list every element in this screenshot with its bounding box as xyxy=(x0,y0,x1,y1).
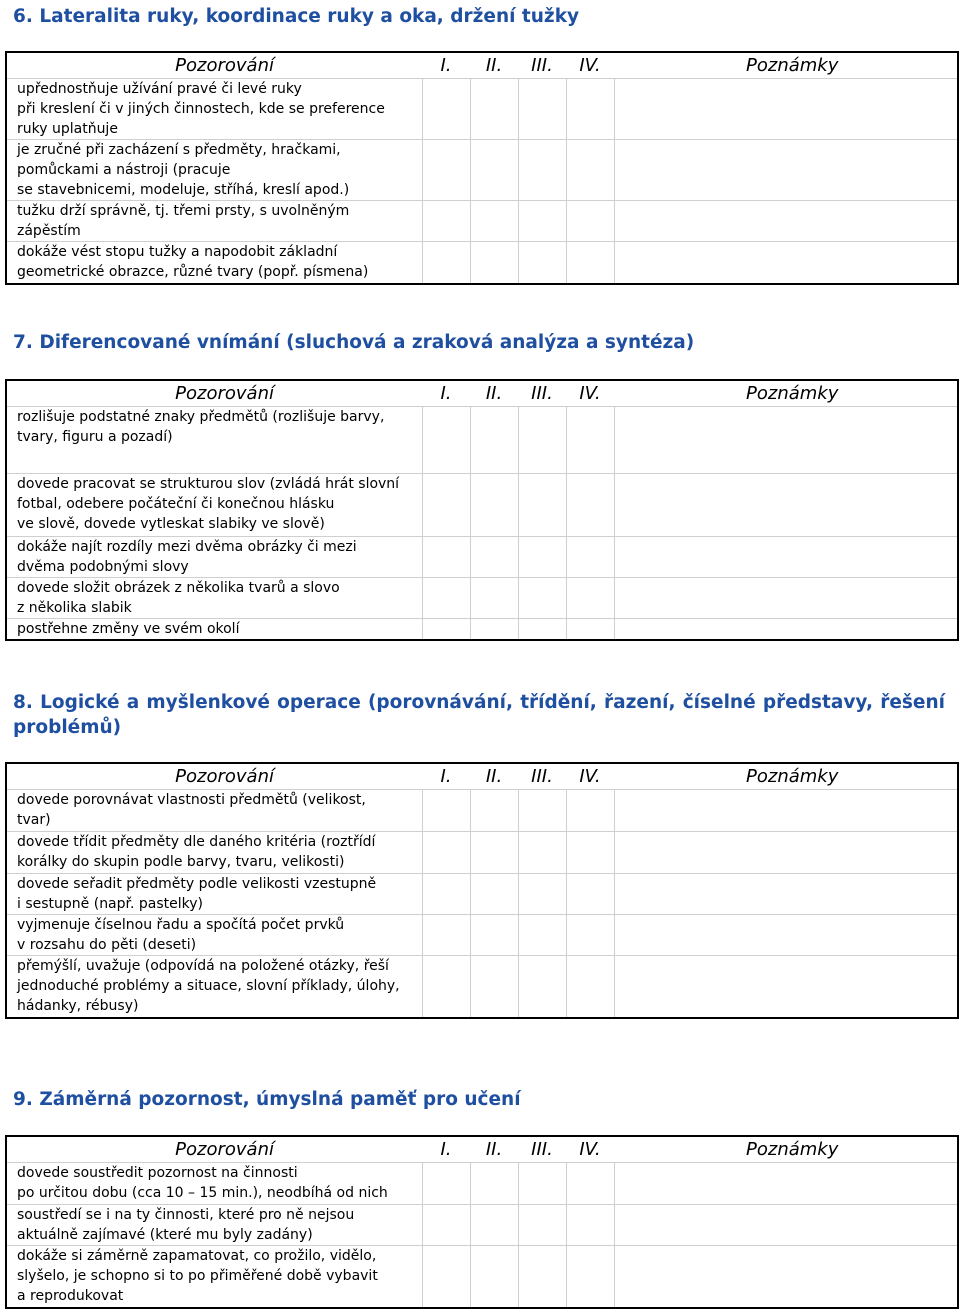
criterion-text: dokáže vést stopu tužky a napodobit základní geometrické obrazce, různé tvary (popř. písmena) xyxy=(6,241,422,284)
mark-cell[interactable] xyxy=(566,241,614,284)
header-mark-2: II. xyxy=(470,763,518,789)
notes-cell[interactable] xyxy=(614,789,958,831)
criterion-text: dokáže najít rozdíly mezi dvěma obrázky či mezi dvěma podobnými slovy xyxy=(6,536,422,577)
mark-cell[interactable] xyxy=(470,577,518,618)
notes-cell[interactable] xyxy=(614,1204,958,1245)
header-mark-1: I. xyxy=(422,380,470,406)
mark-cell[interactable] xyxy=(470,200,518,241)
observation-table xyxy=(5,1135,959,1309)
mark-cell[interactable] xyxy=(518,473,566,536)
mark-cell[interactable] xyxy=(470,1162,518,1204)
mark-cell[interactable] xyxy=(422,241,470,284)
observation-table xyxy=(5,379,959,641)
header-mark-4: IV. xyxy=(566,1136,614,1162)
mark-cell[interactable] xyxy=(422,831,470,873)
mark-cell[interactable] xyxy=(470,955,518,1018)
mark-cell[interactable] xyxy=(566,1245,614,1308)
mark-cell[interactable] xyxy=(518,78,566,139)
mark-cell[interactable] xyxy=(566,473,614,536)
mark-cell[interactable] xyxy=(470,406,518,473)
notes-cell[interactable] xyxy=(614,473,958,536)
header-mark-3: III. xyxy=(518,763,566,789)
mark-cell[interactable] xyxy=(518,536,566,577)
criterion-text: tužku drží správně, tj. třemi prsty, s uvolněným zápěstím xyxy=(6,200,422,241)
mark-cell[interactable] xyxy=(518,914,566,955)
mark-cell[interactable] xyxy=(422,406,470,473)
mark-cell[interactable] xyxy=(518,577,566,618)
mark-cell[interactable] xyxy=(566,873,614,914)
header-mark-3: III. xyxy=(518,1136,566,1162)
notes-cell[interactable] xyxy=(614,536,958,577)
notes-cell[interactable] xyxy=(614,1162,958,1204)
header-mark-1: I. xyxy=(422,763,470,789)
mark-cell[interactable] xyxy=(422,473,470,536)
header-notes: Poznámky xyxy=(614,380,958,406)
mark-cell[interactable] xyxy=(422,1245,470,1308)
header-observation: Pozorování xyxy=(6,1136,422,1162)
mark-cell[interactable] xyxy=(422,618,470,640)
notes-cell[interactable] xyxy=(614,577,958,618)
criterion-text: postřehne změny ve svém okolí xyxy=(6,618,422,640)
notes-cell[interactable] xyxy=(614,1245,958,1308)
criterion-text: dovede pracovat se strukturou slov (zvládá hrát slovní fotbal, odebere počáteční či konečnou hlásku ve slově, dovede vytleskat slabiky ve slově) xyxy=(6,473,422,536)
criterion-text: upřednostňuje užívání pravé či levé ruky při kreslení či v jiných činnostech, kde se preference ruky uplatňuje xyxy=(6,78,422,139)
mark-cell[interactable] xyxy=(422,536,470,577)
observation-table xyxy=(5,51,959,285)
section-title: 8. Logické a myšlenkové operace (porovnávání, třídění, řazení, číselné představy, řešení problémů) xyxy=(13,692,945,738)
mark-cell[interactable] xyxy=(470,473,518,536)
criterion-text: vyjmenuje číselnou řadu a spočítá počet prvků v rozsahu do pěti (deseti) xyxy=(6,914,422,955)
mark-cell[interactable] xyxy=(470,1204,518,1245)
mark-cell[interactable] xyxy=(470,618,518,640)
mark-cell[interactable] xyxy=(422,1204,470,1245)
mark-cell[interactable] xyxy=(470,1245,518,1308)
mark-cell[interactable] xyxy=(422,1162,470,1204)
section-title: 6. Lateralita ruky, koordinace ruky a oka, držení tužky xyxy=(13,6,580,27)
criterion-text: dovede třídit předměty dle daného kritéria (roztřídí korálky do skupin podle barvy, tvaru, velikosti) xyxy=(6,831,422,873)
header-mark-4: IV. xyxy=(566,52,614,78)
notes-cell[interactable] xyxy=(614,241,958,284)
mark-cell[interactable] xyxy=(422,914,470,955)
notes-cell[interactable] xyxy=(614,873,958,914)
mark-cell[interactable] xyxy=(566,200,614,241)
header-mark-4: IV. xyxy=(566,763,614,789)
criterion-text: rozlišuje podstatné znaky předmětů (rozlišuje barvy, tvary, figuru a pozadí) xyxy=(6,406,422,473)
header-mark-4: IV. xyxy=(566,380,614,406)
notes-cell[interactable] xyxy=(614,406,958,473)
mark-cell[interactable] xyxy=(470,831,518,873)
criterion-text: dovede porovnávat vlastnosti předmětů (velikost, tvar) xyxy=(6,789,422,831)
criterion-text: přemýšlí, uvažuje (odpovídá na položené otázky, řeší jednoduché problémy a situace, slovní příklady, úlohy, hádanky, rébusy) xyxy=(6,955,422,1018)
mark-cell[interactable] xyxy=(518,618,566,640)
header-notes: Poznámky xyxy=(614,1136,958,1162)
criterion-text: dovede soustředit pozornost na činnosti po určitou dobu (cca 10 – 15 min.), neodbíhá od nich xyxy=(6,1162,422,1204)
header-mark-2: II. xyxy=(470,52,518,78)
observation-table xyxy=(5,762,959,1019)
mark-cell[interactable] xyxy=(518,873,566,914)
mark-cell[interactable] xyxy=(518,139,566,200)
header-notes: Poznámky xyxy=(614,52,958,78)
mark-cell[interactable] xyxy=(470,241,518,284)
notes-cell[interactable] xyxy=(614,955,958,1018)
mark-cell[interactable] xyxy=(422,139,470,200)
mark-cell[interactable] xyxy=(470,873,518,914)
header-observation: Pozorování xyxy=(6,380,422,406)
section-title: 7. Diferencované vnímání (sluchová a zraková analýza a syntéza) xyxy=(13,332,695,353)
notes-cell[interactable] xyxy=(614,200,958,241)
notes-cell[interactable] xyxy=(614,914,958,955)
mark-cell[interactable] xyxy=(518,789,566,831)
mark-cell[interactable] xyxy=(518,1245,566,1308)
mark-cell[interactable] xyxy=(518,1204,566,1245)
mark-cell[interactable] xyxy=(422,78,470,139)
mark-cell[interactable] xyxy=(470,789,518,831)
mark-cell[interactable] xyxy=(518,406,566,473)
mark-cell[interactable] xyxy=(422,789,470,831)
mark-cell[interactable] xyxy=(470,536,518,577)
mark-cell[interactable] xyxy=(470,139,518,200)
header-mark-3: III. xyxy=(518,52,566,78)
mark-cell[interactable] xyxy=(566,618,614,640)
mark-cell[interactable] xyxy=(518,200,566,241)
header-mark-2: II. xyxy=(470,1136,518,1162)
mark-cell[interactable] xyxy=(566,914,614,955)
mark-cell[interactable] xyxy=(422,577,470,618)
mark-cell[interactable] xyxy=(518,241,566,284)
criterion-text: dovede seřadit předměty podle velikosti vzestupně i sestupně (např. pastelky) xyxy=(6,873,422,914)
mark-cell[interactable] xyxy=(566,789,614,831)
mark-cell[interactable] xyxy=(518,955,566,1018)
header-notes: Poznámky xyxy=(614,763,958,789)
criterion-text: dovede složit obrázek z několika tvarů a slovo z několika slabik xyxy=(6,577,422,618)
header-observation: Pozorování xyxy=(6,763,422,789)
header-mark-1: I. xyxy=(422,52,470,78)
criterion-text: soustředí se i na ty činnosti, které pro ně nejsou aktuálně zajímavé (které mu byly zadány) xyxy=(6,1204,422,1245)
header-mark-1: I. xyxy=(422,1136,470,1162)
mark-cell[interactable] xyxy=(422,873,470,914)
mark-cell[interactable] xyxy=(566,1162,614,1204)
mark-cell[interactable] xyxy=(566,139,614,200)
notes-cell[interactable] xyxy=(614,618,958,640)
notes-cell[interactable] xyxy=(614,78,958,139)
mark-cell[interactable] xyxy=(566,536,614,577)
header-observation: Pozorování xyxy=(6,52,422,78)
mark-cell[interactable] xyxy=(566,577,614,618)
mark-cell[interactable] xyxy=(566,1204,614,1245)
notes-cell[interactable] xyxy=(614,139,958,200)
mark-cell[interactable] xyxy=(566,78,614,139)
notes-cell[interactable] xyxy=(614,831,958,873)
criterion-text: je zručné při zacházení s předměty, hračkami, pomůckami a nástroji (pracuje se stavebnicemi, modeluje, stříhá, kreslí apod.) xyxy=(6,139,422,200)
mark-cell[interactable] xyxy=(422,955,470,1018)
criterion-text: dokáže si záměrně zapamatovat, co prožilo, vidělo, slyšelo, je schopno si to po přiměřené době vybavit a reprodukovat xyxy=(6,1245,422,1308)
mark-cell[interactable] xyxy=(518,1162,566,1204)
mark-cell[interactable] xyxy=(470,914,518,955)
section-title: 9. Záměrná pozornost, úmyslná paměť pro učení xyxy=(13,1089,521,1110)
mark-cell[interactable] xyxy=(422,200,470,241)
mark-cell[interactable] xyxy=(518,831,566,873)
mark-cell[interactable] xyxy=(566,831,614,873)
mark-cell[interactable] xyxy=(566,406,614,473)
header-mark-3: III. xyxy=(518,380,566,406)
mark-cell[interactable] xyxy=(470,78,518,139)
header-mark-2: II. xyxy=(470,380,518,406)
mark-cell[interactable] xyxy=(566,955,614,1018)
